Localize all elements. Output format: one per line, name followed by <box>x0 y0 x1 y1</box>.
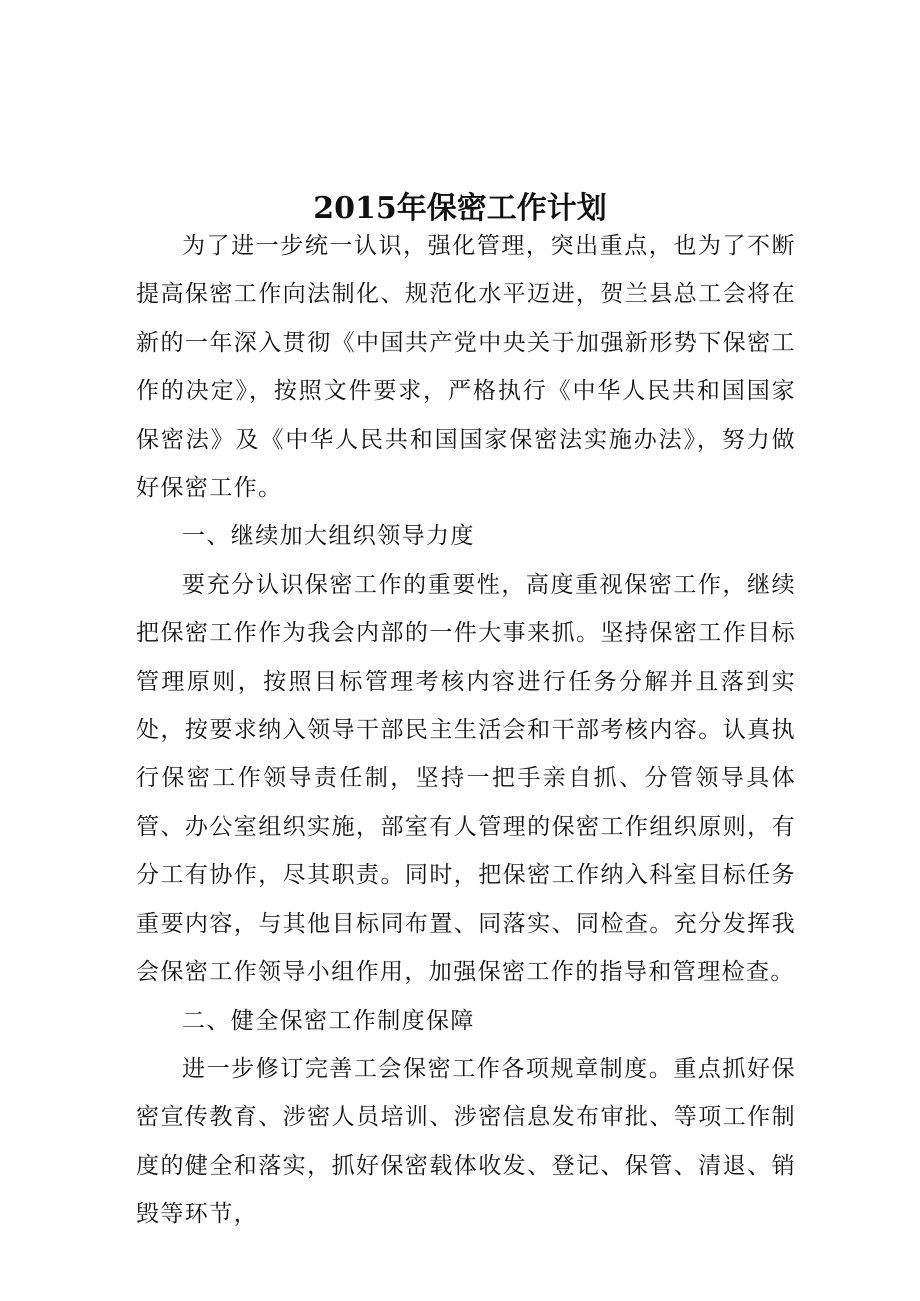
document-body <box>136 222 796 1239</box>
section-heading-1: 一、继续加大组织领导力度 <box>182 523 475 550</box>
section-heading-2: 二、健全保密工作制度保障 <box>182 1007 475 1034</box>
document-title: 2015年保密工作计划 <box>313 191 607 227</box>
section-1-paragraph: 要充分认识保密工作的重要性，高度重视保密工作，继续把保密工作作为我会内部的一件大事来抓。坚持保密工作目标管理原则，按照目标管理考核内容进行任务分解并且落到实处，按要求纳入领导干部民主生活会和干部考核内容。认真执行保密工作领导责任制，坚持一把手亲自抓、分管领导具体管、办公室组织实施，部室有人管理的保密工作组织原则，有分工有协作，尽其职责。同时，把保密工作纳入科室目标任务重要内容，与其他目标同布置、同落实、同检查。充分发挥我会保密工作领导小组作用，加强保密工作的指导和管理检查。 <box>136 571 796 986</box>
intro-paragraph: 为了进一步统一认识，强化管理，突出重点，也为了不断提高保密工作向法制化、规范化水平迈进，贺兰县总工会将在新的一年深入贯彻《中国共产党中央关于加强新形势下保密工作的决定》，按照文件要求，严格执行《中华人民共和国国家保密法》及《中华人民共和国国家保密法实施办法》，努力做好保密工作。 <box>136 233 796 502</box>
section-2-paragraph: 进一步修订完善工会保密工作各项规章制度。重点抓好保密宣传教育、涉密人员培训、涉密信息发布审批、等项工作制度的健全和落实，抓好保密载体收发、登记、保管、清退、销毁等环节， <box>136 1055 796 1228</box>
